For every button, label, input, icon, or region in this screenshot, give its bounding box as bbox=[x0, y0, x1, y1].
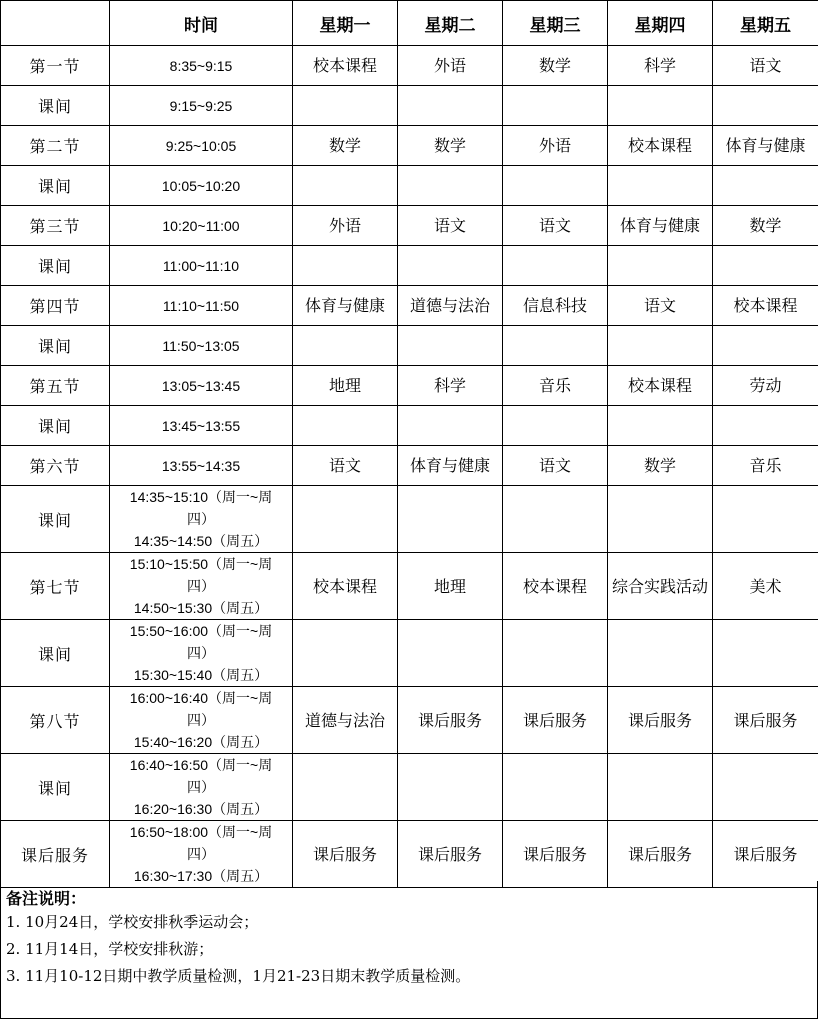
table-row bbox=[1, 206, 818, 246]
course-cell: 地理 bbox=[293, 366, 398, 406]
course-cell: 校本课程 bbox=[503, 553, 608, 620]
time-cell bbox=[110, 286, 293, 326]
note-item: 1. 10月24日，学校安排秋季运动会； bbox=[6, 913, 259, 931]
course-cell: 地理 bbox=[398, 553, 503, 620]
course-cell: 课后服务 bbox=[398, 687, 503, 754]
course-cell bbox=[713, 406, 818, 446]
time-cell bbox=[110, 366, 293, 406]
course-cell bbox=[503, 86, 608, 126]
course-cell bbox=[608, 486, 713, 553]
period-label: 第六节 bbox=[1, 446, 110, 486]
period-label: 第五节 bbox=[1, 366, 110, 406]
time-text: 14:35~14:50（周五） bbox=[133, 533, 269, 549]
course-cell bbox=[398, 620, 503, 687]
course-cell bbox=[293, 326, 398, 366]
table-row bbox=[1, 687, 818, 754]
time-text: 9:15~9:25 bbox=[169, 97, 233, 114]
time-text: 16:50~18:00（周一~周 bbox=[129, 824, 273, 840]
period-label: 第七节 bbox=[1, 553, 110, 620]
course-cell: 体育与健康 bbox=[713, 126, 818, 166]
corner-cell bbox=[1, 1, 110, 46]
course-cell bbox=[713, 486, 818, 553]
time-text: 10:05~10:20 bbox=[161, 177, 241, 194]
course-cell bbox=[503, 620, 608, 687]
period-label: 课间 bbox=[1, 754, 110, 821]
time-cell bbox=[110, 46, 293, 86]
course-cell bbox=[608, 754, 713, 821]
header-wednesday: 星期三 bbox=[503, 1, 608, 46]
course-cell: 数学 bbox=[293, 126, 398, 166]
time-text: 11:10~11:50 bbox=[162, 297, 240, 314]
course-cell: 劳动 bbox=[713, 366, 818, 406]
time-text: 四） bbox=[187, 645, 215, 661]
table-row bbox=[1, 553, 818, 620]
course-cell: 校本课程 bbox=[293, 46, 398, 86]
notes-title: 备注说明： bbox=[6, 889, 87, 908]
course-cell bbox=[503, 326, 608, 366]
course-cell bbox=[608, 86, 713, 126]
course-cell bbox=[398, 406, 503, 446]
course-cell: 科学 bbox=[608, 46, 713, 86]
course-cell bbox=[713, 754, 818, 821]
header-thursday: 星期四 bbox=[608, 1, 713, 46]
course-cell: 道德与法治 bbox=[398, 286, 503, 326]
table-row bbox=[1, 126, 818, 166]
time-text: 15:30~15:40（周五） bbox=[133, 667, 269, 683]
course-cell bbox=[398, 166, 503, 206]
note-item: 2. 11月14日，学校安排秋游； bbox=[6, 940, 214, 958]
note-item: 3. 11月10-12日期中教学质量检测，1月21-23日期末教学质量检测。 bbox=[6, 967, 471, 985]
course-cell: 课后服务 bbox=[398, 821, 503, 888]
time-text: 13:45~13:55 bbox=[161, 417, 241, 434]
time-cell bbox=[110, 687, 293, 754]
period-label: 第二节 bbox=[1, 126, 110, 166]
course-cell bbox=[293, 620, 398, 687]
course-cell: 体育与健康 bbox=[398, 446, 503, 486]
course-cell bbox=[293, 86, 398, 126]
period-label: 课间 bbox=[1, 166, 110, 206]
table-row bbox=[1, 446, 818, 486]
course-cell: 体育与健康 bbox=[608, 206, 713, 246]
course-cell: 课后服务 bbox=[608, 821, 713, 888]
course-cell bbox=[503, 406, 608, 446]
course-cell: 美术 bbox=[713, 553, 818, 620]
course-cell: 语文 bbox=[398, 206, 503, 246]
course-cell bbox=[503, 166, 608, 206]
header-tuesday: 星期二 bbox=[398, 1, 503, 46]
course-cell bbox=[398, 754, 503, 821]
course-cell bbox=[503, 754, 608, 821]
table-row bbox=[1, 46, 818, 86]
course-cell: 课后服务 bbox=[503, 687, 608, 754]
course-cell bbox=[293, 754, 398, 821]
period-label: 课间 bbox=[1, 486, 110, 553]
course-cell bbox=[398, 486, 503, 553]
table-row bbox=[1, 754, 818, 821]
time-cell bbox=[110, 821, 293, 888]
time-text: 9:25~10:05 bbox=[165, 137, 237, 154]
table-row bbox=[1, 486, 818, 553]
time-text: 11:00~11:10 bbox=[162, 257, 240, 274]
time-cell bbox=[110, 486, 293, 553]
time-text: 16:40~16:50（周一~周 bbox=[129, 757, 273, 773]
header-monday: 星期一 bbox=[293, 1, 398, 46]
time-text: 16:30~17:30（周五） bbox=[133, 868, 269, 884]
course-cell: 数学 bbox=[503, 46, 608, 86]
course-cell bbox=[293, 166, 398, 206]
course-cell: 课后服务 bbox=[503, 821, 608, 888]
time-text: 16:20~16:30（周五） bbox=[133, 801, 269, 817]
course-cell: 校本课程 bbox=[608, 366, 713, 406]
time-cell bbox=[110, 754, 293, 821]
table-row bbox=[1, 366, 818, 406]
course-cell: 外语 bbox=[503, 126, 608, 166]
period-label: 课间 bbox=[1, 86, 110, 126]
course-cell bbox=[398, 326, 503, 366]
course-cell: 数学 bbox=[398, 126, 503, 166]
course-cell: 课后服务 bbox=[713, 821, 818, 888]
time-text: 四） bbox=[187, 511, 215, 527]
course-cell: 语文 bbox=[503, 446, 608, 486]
table-row bbox=[1, 86, 818, 126]
time-cell bbox=[110, 246, 293, 286]
course-cell: 语文 bbox=[293, 446, 398, 486]
time-cell bbox=[110, 86, 293, 126]
course-cell: 科学 bbox=[398, 366, 503, 406]
time-text: 13:55~14:35 bbox=[161, 457, 241, 474]
table-row bbox=[1, 406, 818, 446]
time-text: 四） bbox=[187, 846, 215, 862]
course-cell: 外语 bbox=[398, 46, 503, 86]
period-label: 课间 bbox=[1, 326, 110, 366]
course-cell bbox=[293, 406, 398, 446]
time-text: 8:35~9:15 bbox=[169, 57, 233, 74]
course-cell bbox=[293, 486, 398, 553]
time-text: 10:20~11:00 bbox=[162, 217, 240, 234]
table-row bbox=[1, 821, 818, 888]
table-row bbox=[1, 246, 818, 286]
course-cell: 体育与健康 bbox=[293, 286, 398, 326]
table-row bbox=[1, 286, 818, 326]
time-cell bbox=[110, 553, 293, 620]
table-row bbox=[1, 166, 818, 206]
period-label: 第一节 bbox=[1, 46, 110, 86]
course-cell: 课后服务 bbox=[293, 821, 398, 888]
period-label: 第八节 bbox=[1, 687, 110, 754]
course-cell: 语文 bbox=[713, 46, 818, 86]
course-cell: 语文 bbox=[503, 206, 608, 246]
time-cell bbox=[110, 206, 293, 246]
time-cell bbox=[110, 326, 293, 366]
course-cell: 课后服务 bbox=[608, 687, 713, 754]
course-cell: 数学 bbox=[713, 206, 818, 246]
course-cell bbox=[503, 246, 608, 286]
time-text: 四） bbox=[187, 712, 215, 728]
course-cell: 音乐 bbox=[503, 366, 608, 406]
time-text: 14:35~15:10（周一~周 bbox=[129, 489, 273, 505]
time-cell bbox=[110, 166, 293, 206]
time-text: 16:00~16:40（周一~周 bbox=[129, 690, 273, 706]
period-label: 课间 bbox=[1, 620, 110, 687]
time-text: 四） bbox=[187, 578, 215, 594]
course-cell bbox=[713, 86, 818, 126]
time-text: 15:50~16:00（周一~周 bbox=[129, 623, 273, 639]
course-cell bbox=[713, 246, 818, 286]
course-cell: 校本课程 bbox=[293, 553, 398, 620]
course-cell: 校本课程 bbox=[713, 286, 818, 326]
time-cell bbox=[110, 620, 293, 687]
course-cell: 信息科技 bbox=[503, 286, 608, 326]
table-row bbox=[1, 326, 818, 366]
course-cell bbox=[608, 246, 713, 286]
course-cell: 校本课程 bbox=[608, 126, 713, 166]
course-cell bbox=[608, 326, 713, 366]
course-cell: 外语 bbox=[293, 206, 398, 246]
course-cell bbox=[398, 86, 503, 126]
course-cell bbox=[608, 406, 713, 446]
course-cell bbox=[398, 246, 503, 286]
period-label: 课间 bbox=[1, 406, 110, 446]
course-cell bbox=[293, 246, 398, 286]
period-label: 第四节 bbox=[1, 286, 110, 326]
course-cell: 音乐 bbox=[713, 446, 818, 486]
period-label: 课间 bbox=[1, 246, 110, 286]
course-cell: 语文 bbox=[608, 286, 713, 326]
time-text: 14:50~15:30（周五） bbox=[133, 600, 269, 616]
course-cell bbox=[713, 620, 818, 687]
time-text: 11:50~13:05 bbox=[162, 337, 240, 354]
header-friday: 星期五 bbox=[713, 1, 818, 46]
course-cell bbox=[608, 166, 713, 206]
course-cell: 综合实践活动 bbox=[608, 553, 713, 620]
notes-section bbox=[0, 881, 818, 1019]
time-text: 15:40~16:20（周五） bbox=[133, 734, 269, 750]
course-cell bbox=[713, 166, 818, 206]
course-cell bbox=[713, 326, 818, 366]
header-time: 时间 bbox=[110, 1, 293, 46]
header-row bbox=[1, 1, 818, 46]
time-text: 四） bbox=[187, 779, 215, 795]
time-cell bbox=[110, 126, 293, 166]
course-cell bbox=[608, 620, 713, 687]
course-cell: 课后服务 bbox=[713, 687, 818, 754]
period-label: 第三节 bbox=[1, 206, 110, 246]
course-cell: 道德与法治 bbox=[293, 687, 398, 754]
time-text: 15:10~15:50（周一~周 bbox=[129, 556, 273, 572]
course-cell bbox=[503, 486, 608, 553]
time-cell bbox=[110, 446, 293, 486]
time-text: 13:05~13:45 bbox=[161, 377, 241, 394]
course-cell: 数学 bbox=[608, 446, 713, 486]
period-label: 课后服务 bbox=[1, 821, 110, 888]
time-cell bbox=[110, 406, 293, 446]
table-row bbox=[1, 620, 818, 687]
